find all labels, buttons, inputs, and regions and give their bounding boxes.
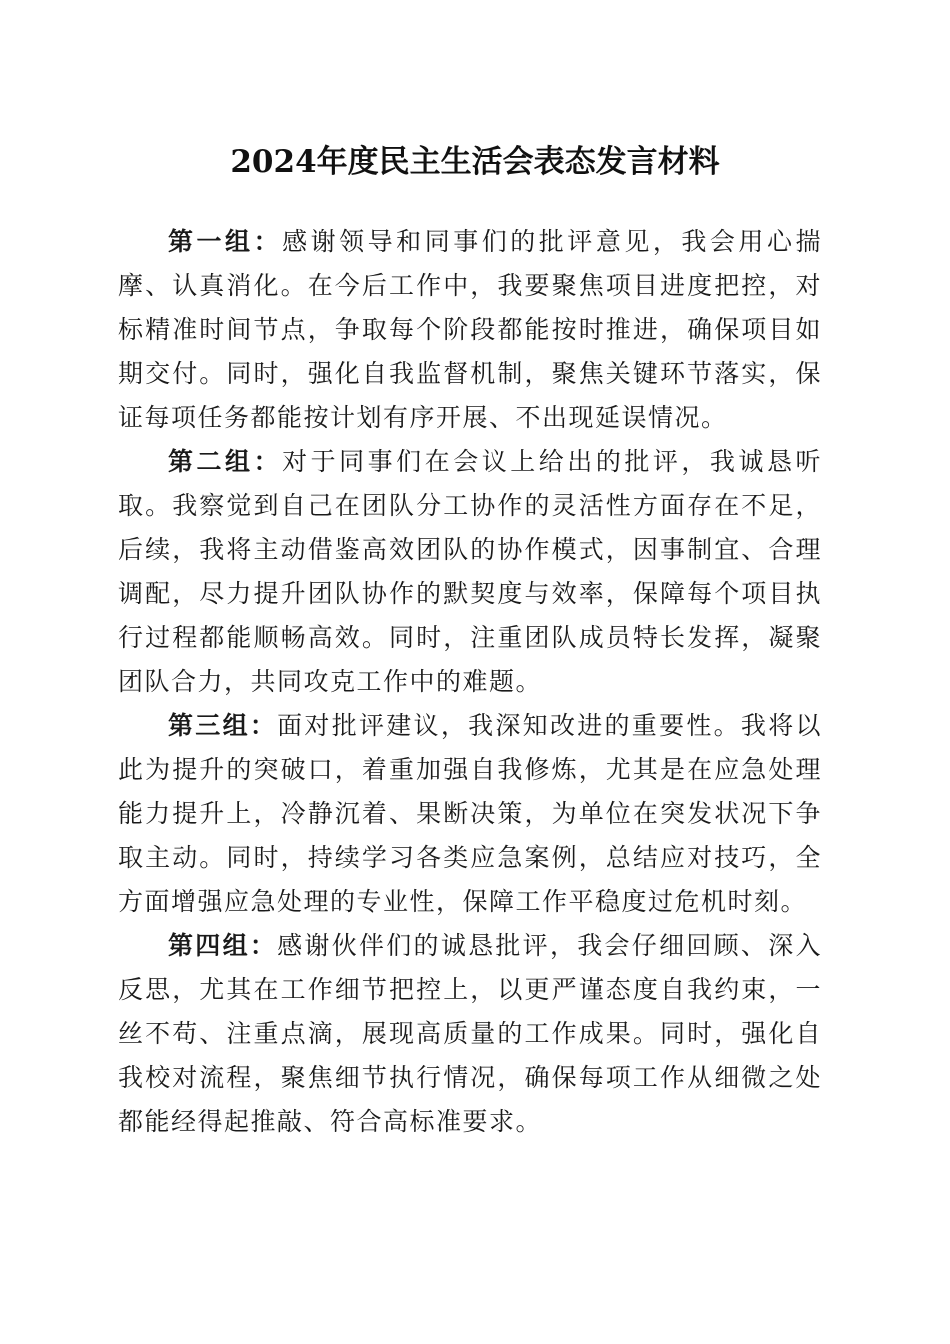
paragraph-group-1 <box>118 220 822 440</box>
document-title: 2024年度民主生活会表态发言材料 <box>230 144 720 180</box>
paragraph-lead: 第二组： <box>168 447 283 476</box>
paragraph-group-4 <box>118 924 822 1144</box>
paragraph-lead: 第三组： <box>168 711 278 740</box>
paragraph-text: 对于同事们在会议上给出的批评，我诚恳听取。我察觉到自己在团队分工协作的灵活性方面存在不足，后续，我将主动借鉴高效团队的协作模式，因事制宜、合理调配，尽力提升团队协作的默契度与效率，保障每个项目执行过程都能顺畅高效。同时，注重团队成员特长发挥，凝聚团队合力，共同攻克工作中的难题。 <box>118 447 822 696</box>
document-body <box>118 220 822 1144</box>
paragraph-group-3 <box>118 704 822 924</box>
paragraph-lead: 第一组： <box>168 227 283 256</box>
paragraph-text: 感谢伙伴们的诚恳批评，我会仔细回顾、深入反思，尤其在工作细节把控上，以更严谨态度自我约束，一丝不苟、注重点滴，展现高质量的工作成果。同时，强化自我校对流程，聚焦细节执行情况，确保每项工作从细微之处都能经得起推敲、符合高标准要求。 <box>118 931 822 1136</box>
paragraph-group-2 <box>118 440 822 704</box>
paragraph-lead: 第四组： <box>168 931 278 960</box>
paragraph-text: 面对批评建议，我深知改进的重要性。我将以此为提升的突破口，着重加强自我修炼，尤其是在应急处理能力提升上，冷静沉着、果断决策，为单位在突发状况下争取主动。同时，持续学习各类应急案例，总结应对技巧，全方面增强应急处理的专业性，保障工作平稳度过危机时刻。 <box>118 711 822 916</box>
paragraph-text: 感谢领导和同事们的批评意见，我会用心揣摩、认真消化。在今后工作中，我要聚焦项目进度把控，对标精准时间节点，争取每个阶段都能按时推进，确保项目如期交付。同时，强化自我监督机制，聚焦关键环节落实，保证每项任务都能按计划有序开展、不出现延误情况。 <box>118 227 822 432</box>
